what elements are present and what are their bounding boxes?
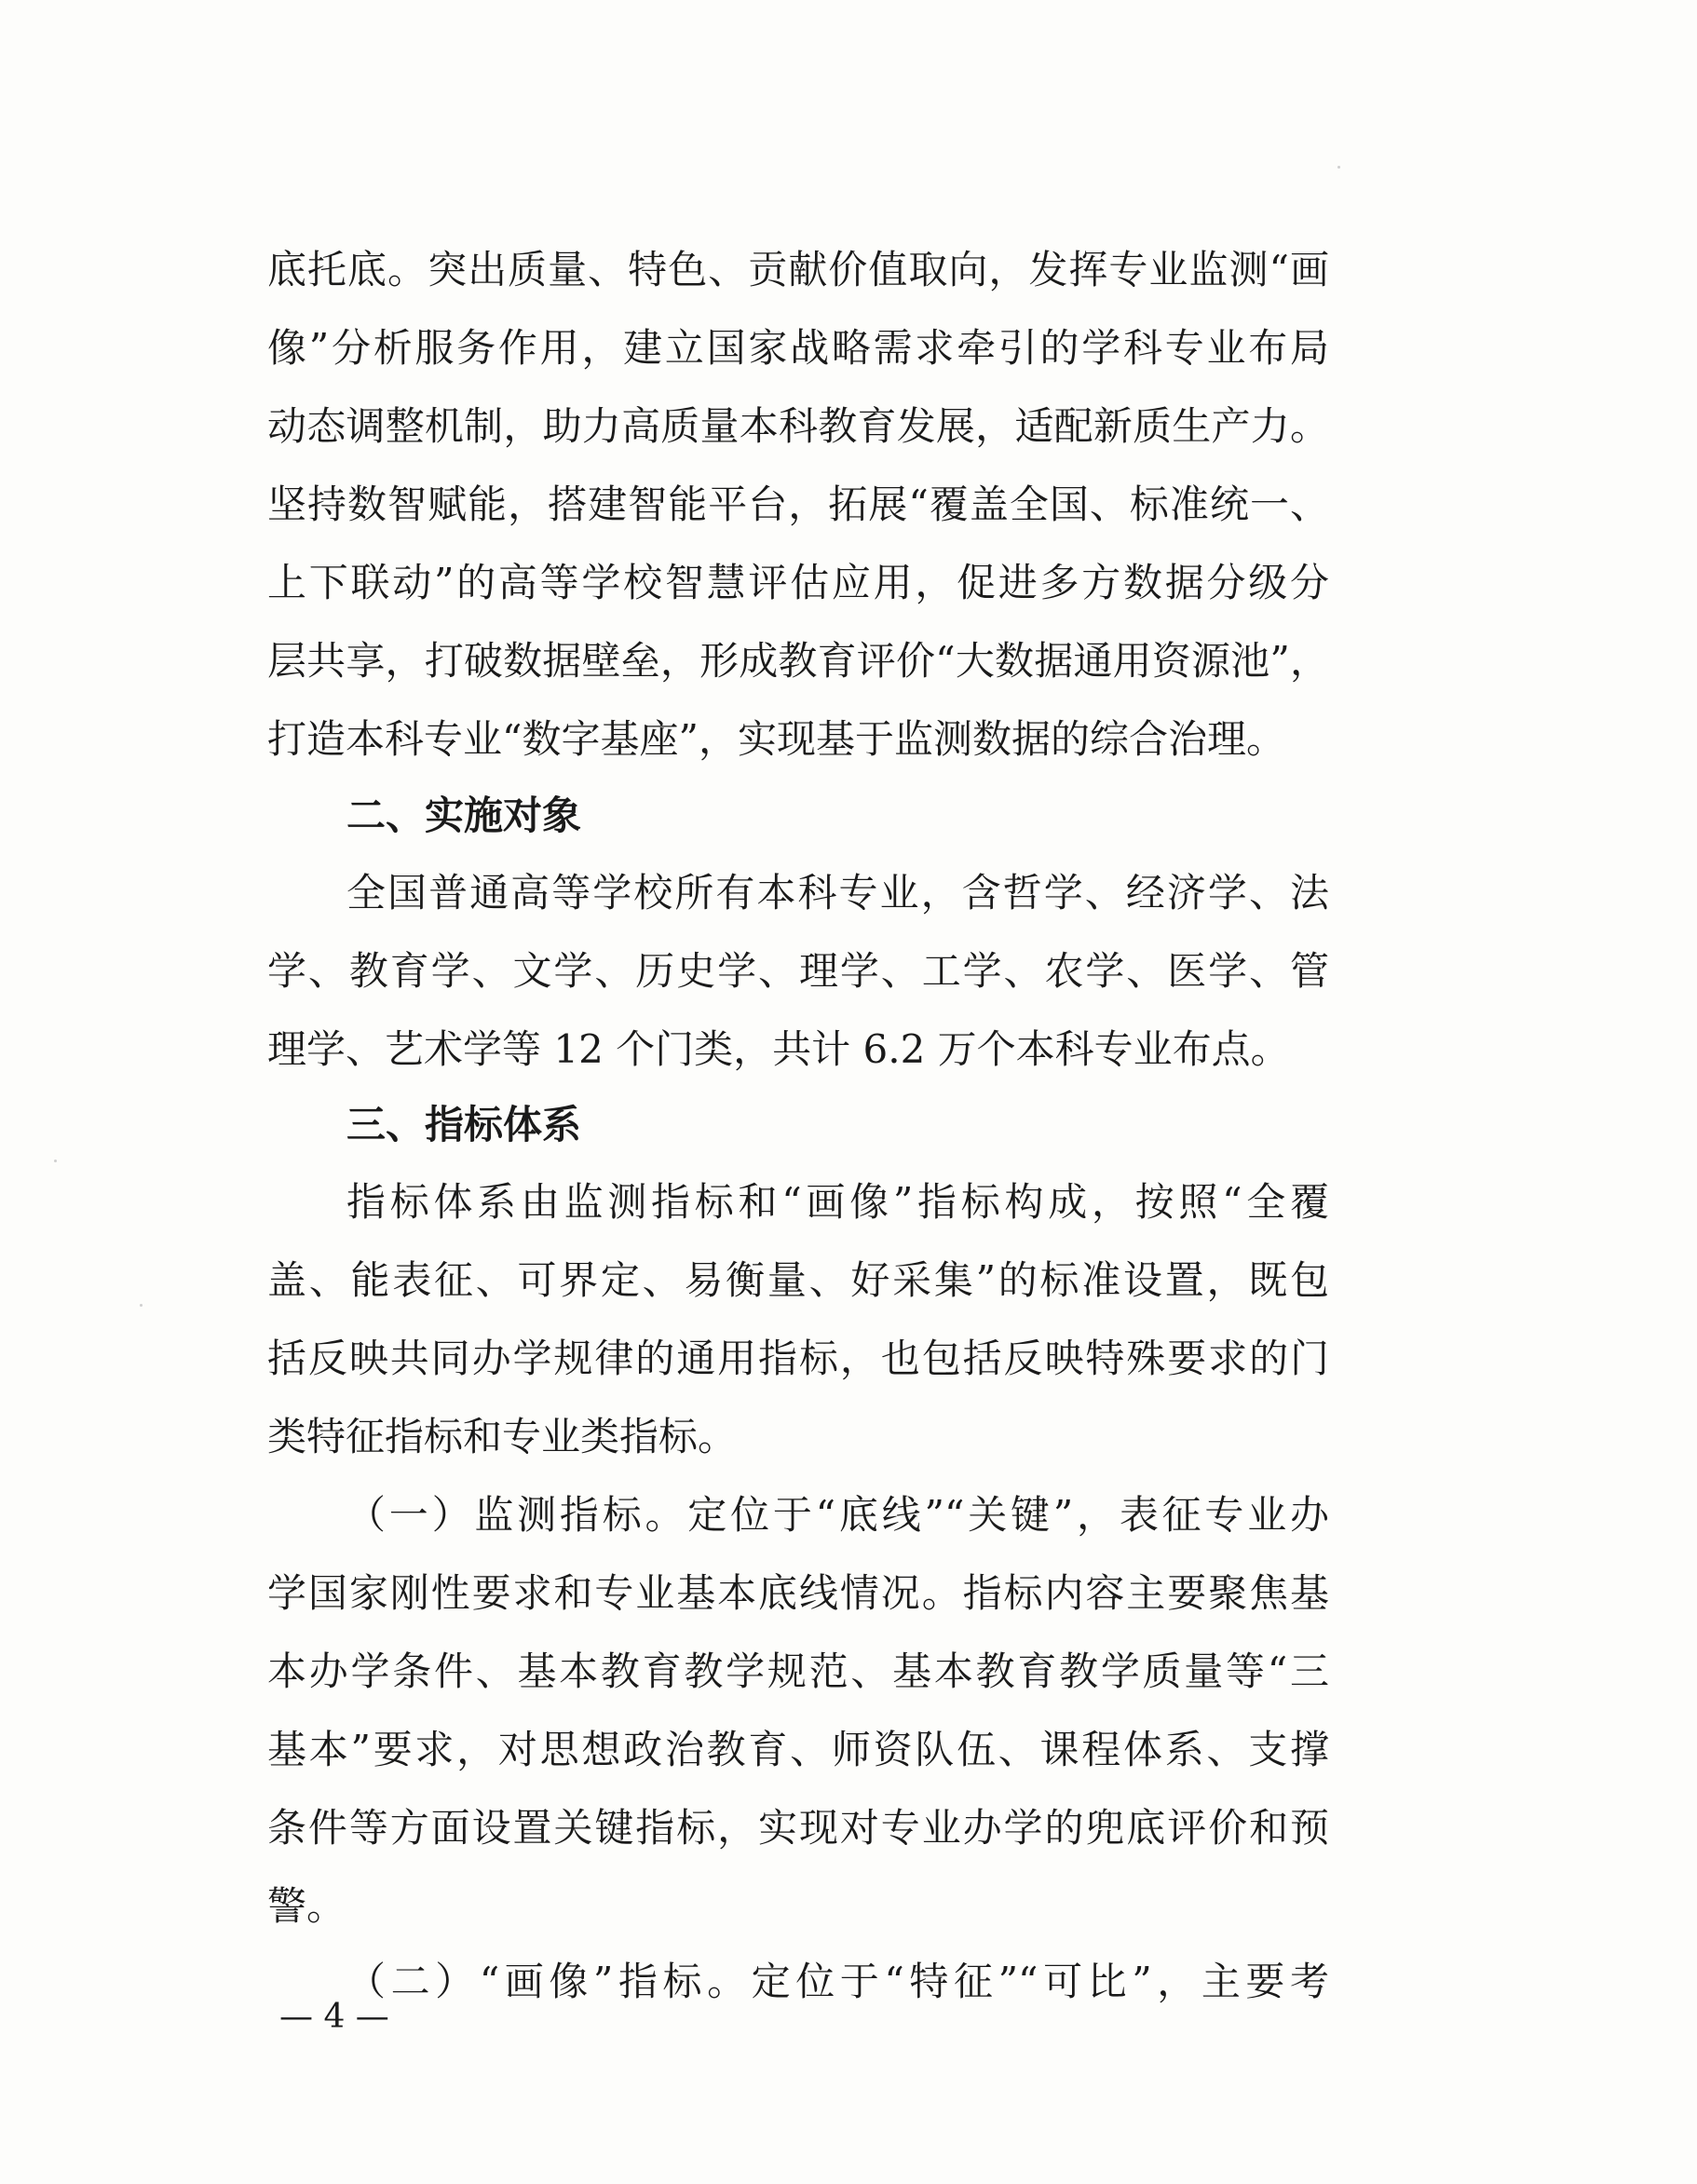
body-text-line: 上下联动”的高等学校智慧评估应用，促进多方数据分级分 — [267, 560, 1329, 605]
body-text-line: 基本”要求，对思想政治教育、师资队伍、课程体系、支撑 — [267, 1727, 1329, 1772]
body-text-line: 本办学条件、基本教育教学规范、基本教育教学质量等“三 — [267, 1648, 1329, 1694]
body-text-line: 盖、能表征、可界定、易衡量、好采集”的标准设置，既包 — [267, 1257, 1329, 1303]
section-heading: 三、指标体系 — [346, 1102, 582, 1147]
body-text-line: 层共享，打破数据壁垒，形成教育评价“大数据通用资源池”， — [267, 638, 1329, 684]
page-number: — 4 — — [279, 1998, 389, 2036]
body-text-line: 打造本科专业“数字基座”，实现基于监测数据的综合治理。 — [267, 716, 1285, 762]
body-text-line: 底托底。突出质量、特色、贡献价值取向，发挥专业监测“画 — [267, 247, 1329, 292]
body-text-line: 括反映共同办学规律的通用指标，也包括反映特殊要求的门 — [267, 1336, 1329, 1381]
body-text-line: 学国家刚性要求和专业基本底线情况。指标内容主要聚焦基 — [267, 1570, 1329, 1616]
body-text-line: 理学、艺术学等 12 个门类，共计 6.2 万个本科专业布点。 — [267, 1026, 1290, 1072]
body-text-line: 动态调整机制，助力高质量本科教育发展，适配新质生产力。 — [267, 403, 1329, 449]
body-text-line: 条件等方面设置关键指标，实现对专业办学的兜底评价和预 — [267, 1805, 1329, 1851]
section-heading: 二、实施对象 — [346, 793, 582, 838]
body-text-line: 学、教育学、文学、历史学、理学、工学、农学、医学、管 — [267, 948, 1329, 994]
body-text-line: （二）“画像”指标。定位于“特征”“可比”，主要考 — [346, 1959, 1329, 2004]
body-text-line: 类特征指标和专业类指标。 — [267, 1414, 738, 1459]
body-text-line: 坚持数智赋能，搭建智能平台，拓展“覆盖全国、标准统一、 — [267, 482, 1329, 527]
body-text-line: 警。 — [267, 1883, 346, 1929]
body-text-line: 全国普通高等学校所有本科专业，含哲学、经济学、法 — [346, 870, 1329, 916]
scan-speck — [1337, 166, 1340, 169]
scan-speck — [140, 1304, 143, 1307]
body-text-line: 指标体系由监测指标和“画像”指标构成，按照“全覆 — [346, 1179, 1329, 1225]
body-text-line: （一）监测指标。定位于“底线”“关键”，表征专业办 — [346, 1492, 1329, 1538]
scan-speck — [54, 1160, 57, 1162]
body-text-line: 像”分析服务作用，建立国家战略需求牵引的学科专业布局 — [267, 325, 1329, 371]
